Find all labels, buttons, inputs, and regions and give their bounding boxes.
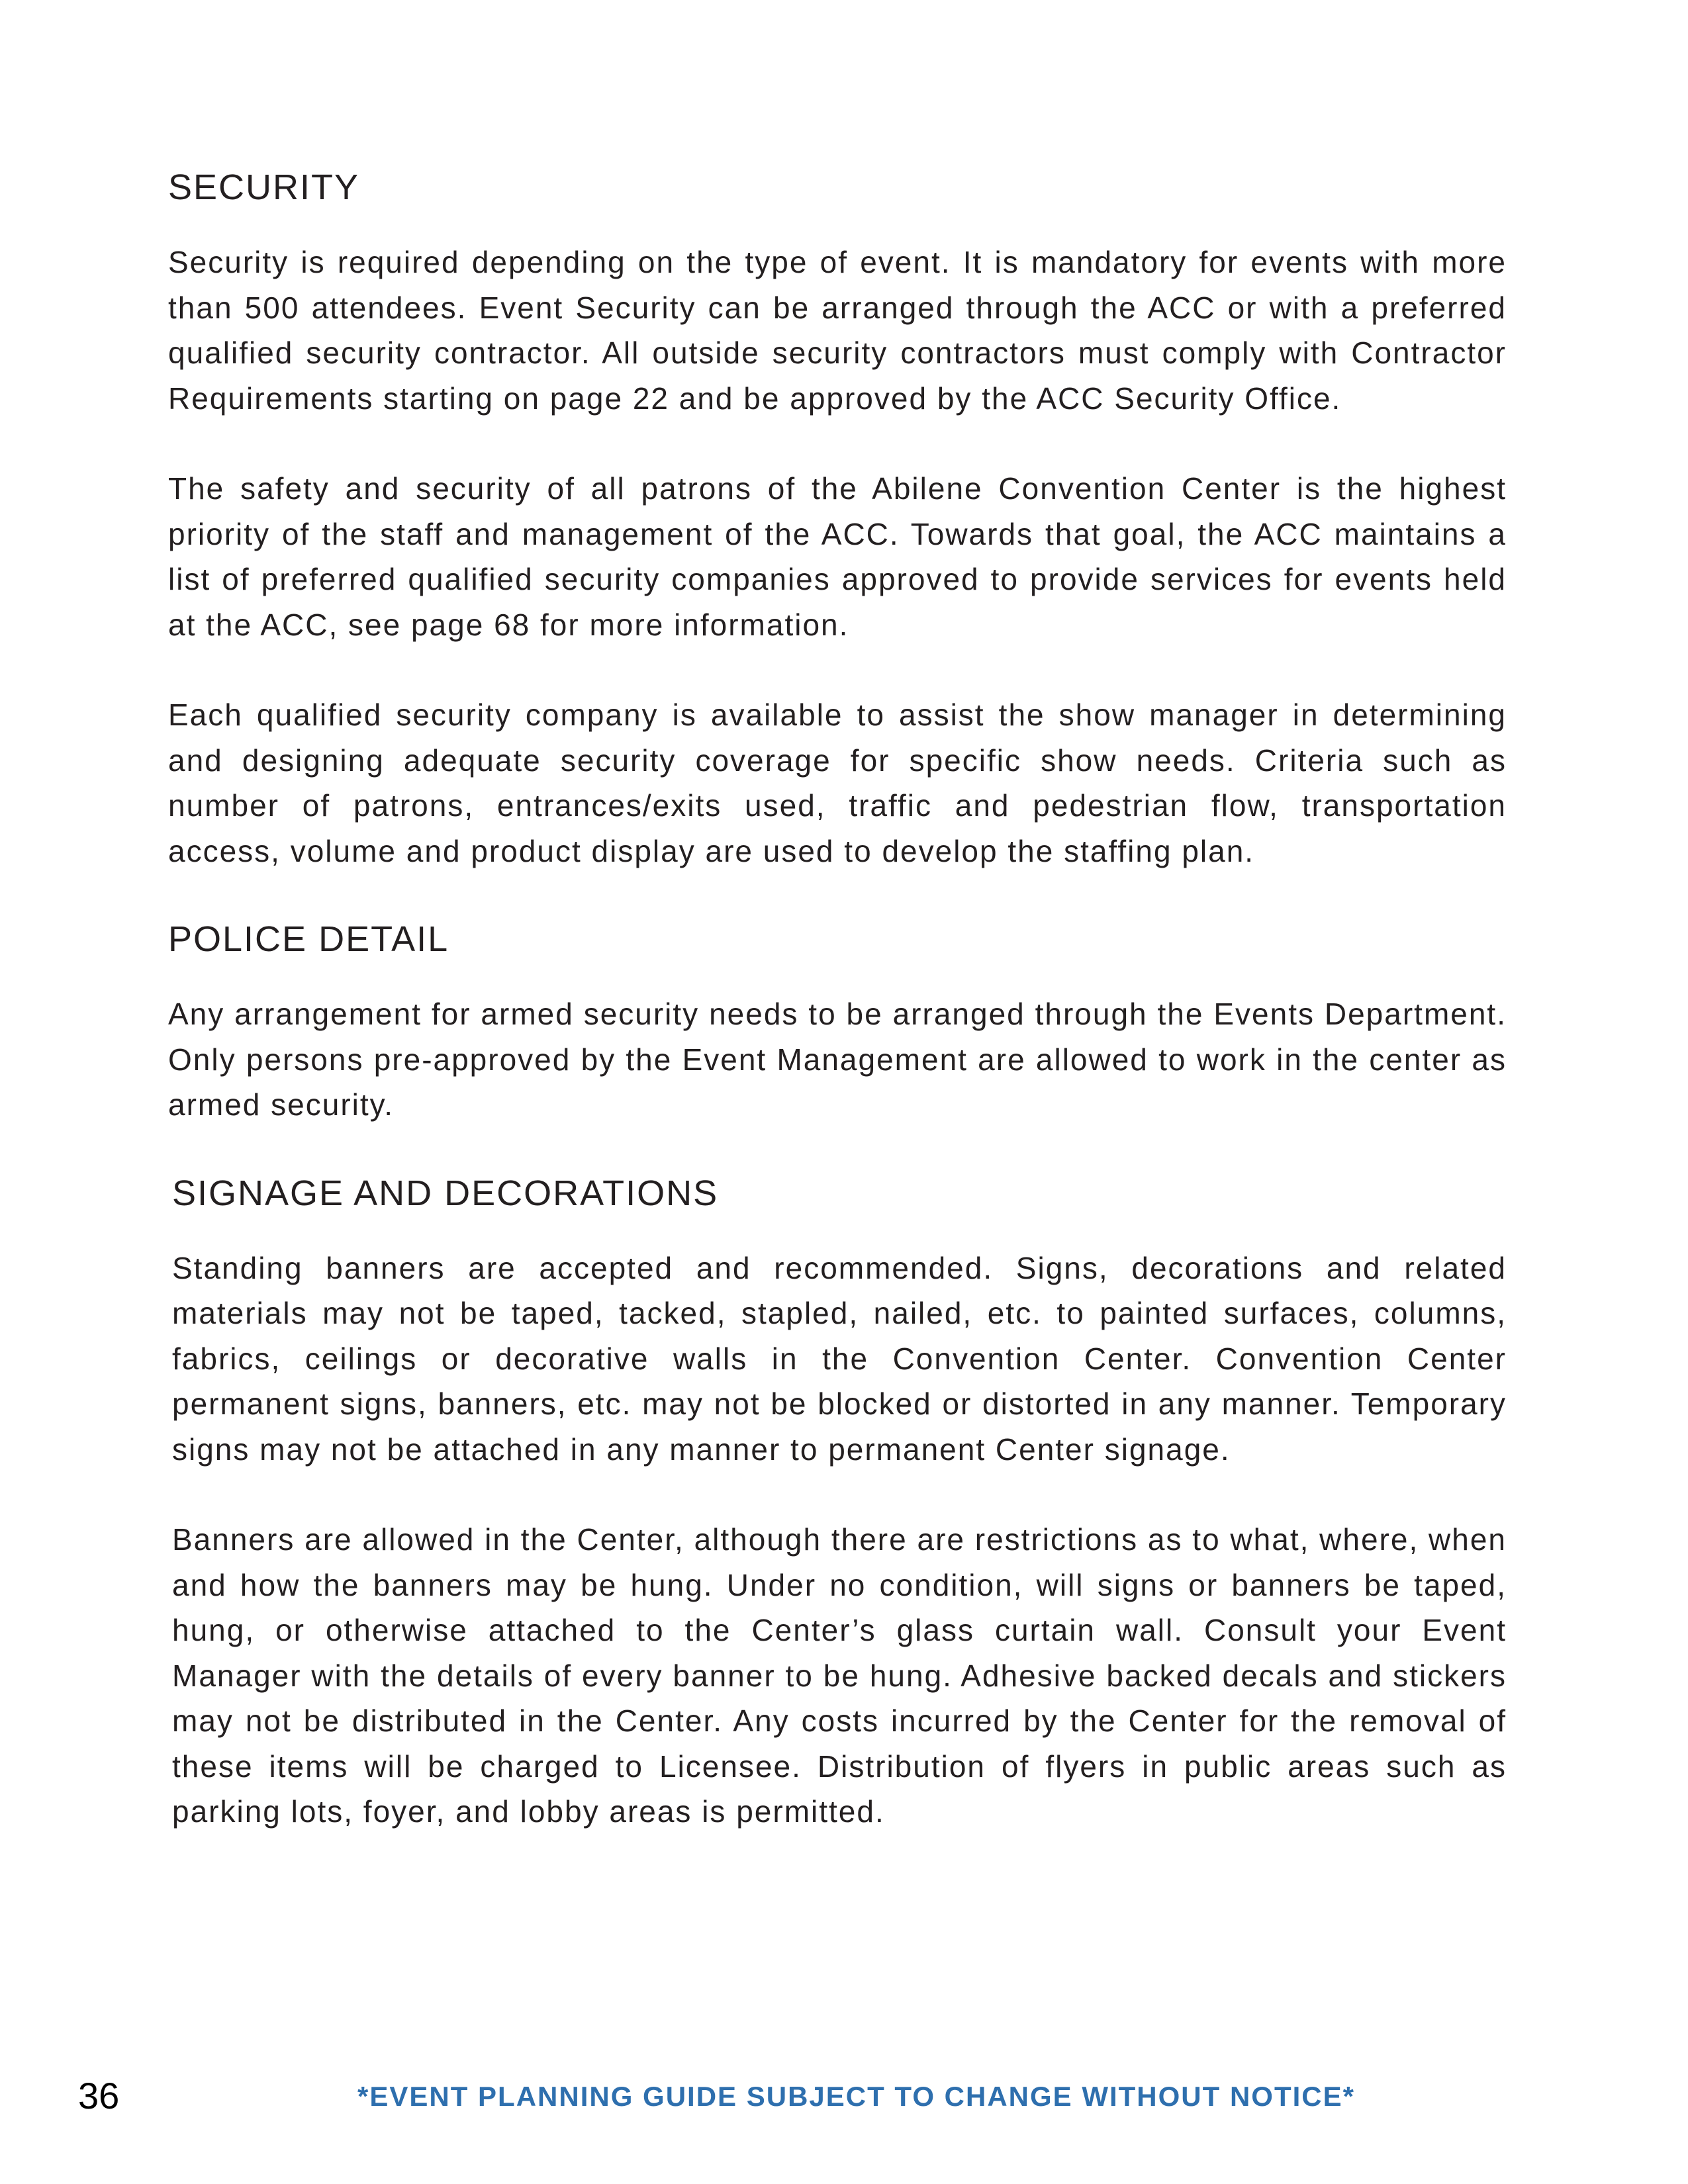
police-detail-paragraph-1: Any arrangement for armed security needs to be arranged through the Events Department. Only persons pre-approved by the Event Management are allowed to work in the center as armed security. (168, 997, 1507, 1122)
security-section (168, 158, 1507, 874)
signage-paragraph-1: Standing banners are accepted and recommended. Signs, decorations and related materials may not be taped, tacked, stapled, nailed, etc. to painted surfaces, columns, fabrics, ceilings or decorative walls in the Convention Center. Convention Center permanent signs, banners, etc. may not be blocked or distorted in any manner. Temporary signs may not be attached in any manner to permanent Center signage. (172, 1250, 1507, 1467)
signage-section (168, 1163, 1507, 1835)
signage-heading: SIGNAGE AND DECORATIONS (172, 1173, 719, 1213)
security-paragraph-3: Each qualified security company is available to assist the show manager in determining and designing adequate security coverage for specific show needs. Criteria such as number of patrons, entrances/exits used, traffic and pedestrian flow, transportation access, volume and product display are used to develop the staffing plan. (168, 698, 1507, 868)
security-paragraph-1: Security is required depending on the type of event. It is mandatory for events with more than 500 attendees. Event Security can be arranged through the ACC or with a preferred qualified security contractor. All outside security contractors must comply with Contractor Requirements starting on page 22 and be approved by the ACC Security Office. (168, 245, 1507, 416)
page-footer (0, 2073, 1688, 2119)
footer-disclaimer: *EVENT PLANNING GUIDE SUBJECT TO CHANGE WITHOUT NOTICE* (357, 2081, 1355, 2112)
police-detail-heading: POLICE DETAIL (168, 919, 449, 959)
police-detail-section (168, 909, 1507, 1128)
security-paragraph-2: The safety and security of all patrons of the Abilene Convention Center is the highest priority of the staff and management of the ACC. Towards that goal, the ACC maintains a list of preferred qualified security companies approved to provide services for events held at the ACC, see page 68 for more information. (168, 471, 1507, 642)
page-number: 36 (78, 2075, 120, 2116)
page-content (168, 158, 1507, 1870)
security-heading: SECURITY (168, 167, 360, 207)
signage-paragraph-2: Banners are allowed in the Center, although there are restrictions as to what, where, when and how the banners may be hung. Under no condition, will signs or banners be taped, hung, or otherwise attached to the Center’s glass curtain wall. Consult your Event Manager with the details of every banner to be hung. Adhesive backed decals and stickers may not be distributed in the Center. Any costs incurred by the Center for the removal of these items will be charged to Licensee. Distribution of flyers in public areas such as parking lots, foyer, and lobby areas is permitted. (172, 1522, 1507, 1829)
